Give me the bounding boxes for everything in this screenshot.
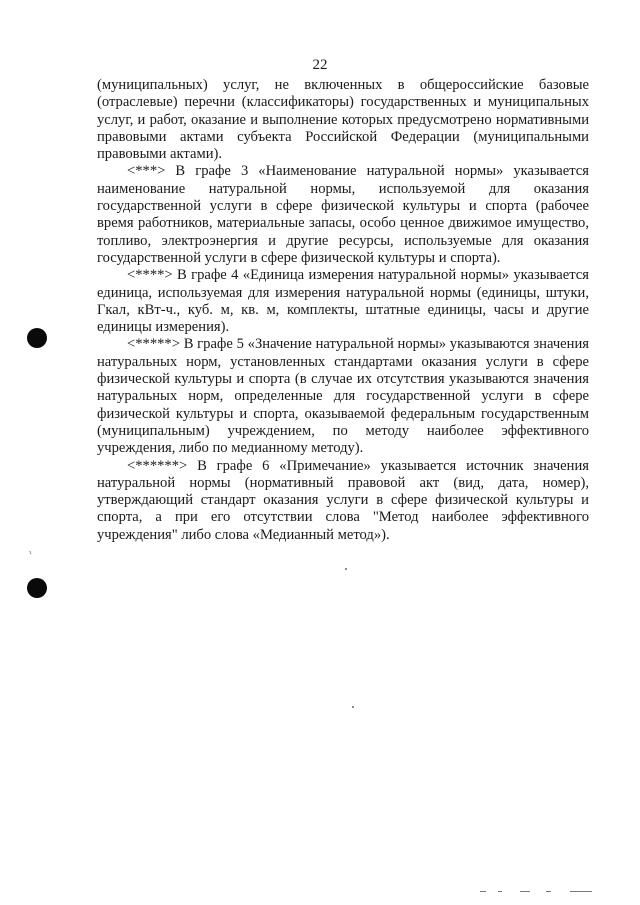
punch-hole-mark	[27, 328, 47, 348]
scan-speck	[345, 568, 347, 570]
footnote-column-5: <*****> В графе 5 «Значение натуральной нормы» указываются значения натуральных норм, установленных стандартами оказания услуги в сфере физической культуры и спорта (в случае их отсутствия указываются значения натуральных норм, определенные для государственной услуги в сфере физической культуры и спорта, оказываемой федеральным государственным (муниципальным) учреждением, по методу наиболее эффективного учреждения, либо по медианному методу).	[97, 336, 589, 457]
punch-hole-mark	[27, 578, 47, 598]
footnote-column-4: <****> В графе 4 «Единица измерения натуральной нормы» указывается единица, используемая для измерения натуральной нормы (единицы, штуки, Гкал, кВт-ч., куб. м, кв. м, комплекты, штатные единицы, часы и другие единицы измерения).	[97, 267, 589, 336]
document-body	[97, 77, 589, 544]
footnote-column-3: <***> В графе 3 «Наименование натуральной нормы» указывается наименование натуральной нормы, используемой для оказания государственной услуги в сфере физической культуры и спорта (рабочее время работников, материальные запасы, особо ценное движимое имущество, топливо, электроэнергия и другие ресурсы, используемые для оказания государственной услуги в сфере физической культуры и спорта).	[97, 163, 589, 266]
scan-artifact-mark: ʳ	[27, 548, 35, 560]
scan-speck	[352, 706, 354, 708]
page-number: 22	[312, 57, 328, 73]
paragraph-continuation: (муниципальных) услуг, не включенных в общероссийские базовые (отраслевые) перечни (классификаторы) государственных и муниципальных услуг, и работ, оказание и выполнение которых предусмотрено нормативными правовыми актами субъекта Российской Федерации (муниципальными правовыми актами).	[97, 77, 589, 163]
scan-artifact-dots	[480, 888, 610, 896]
footnote-column-6: <******> В графе 6 «Примечание» указывается источник значения натуральной нормы (нормативный правовой акт (вид, дата, номер), утверждающий стандарт оказания услуги в сфере физической культуры и спорта, а при его отсутствии слова "Метод наиболее эффективного учреждения" либо слова «Медианный метод»).	[97, 457, 589, 543]
